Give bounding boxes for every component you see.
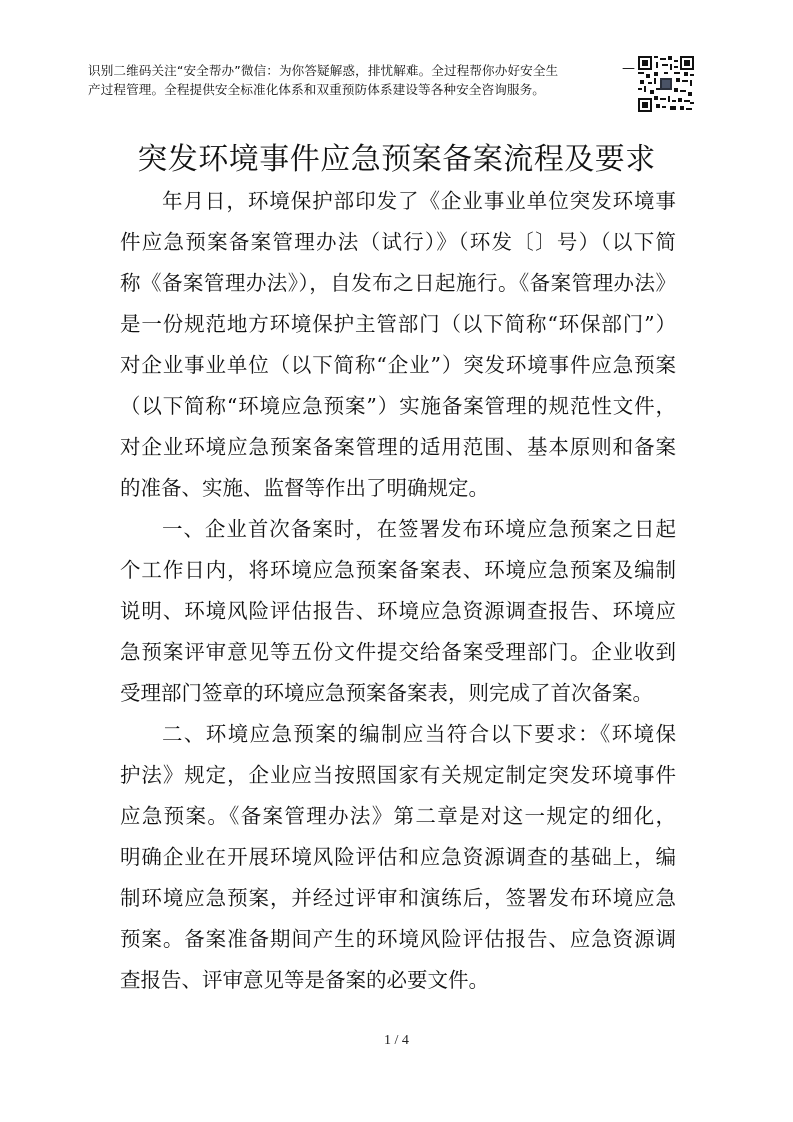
paragraph-intro bbox=[120, 181, 676, 509]
header-dash: — bbox=[622, 61, 635, 76]
paragraph-section-1 bbox=[120, 509, 676, 714]
text-line: 个工作日内，将环境应急预案备案表、环境应急预案及编制 bbox=[120, 558, 676, 582]
text-line: 的准备、实施、监督等作出了明确规定。 bbox=[120, 476, 489, 500]
header-notice-line: 产过程管理。全程提供安全标准化体系和双重预防体系建设等各种安全咨询服务。 bbox=[88, 82, 545, 97]
text-line: 年月日，环境保护部印发了《企业事业单位突发环境事 bbox=[162, 189, 676, 213]
text-line: 对企业环境应急预案备案管理的适用范围、基本原则和备案 bbox=[120, 435, 676, 459]
document-title: 突发环境事件应急预案备案流程及要求 bbox=[137, 142, 656, 177]
text-line: 称《备案管理办法》），自发布之日起施行。《备案管理办法》 bbox=[120, 271, 676, 295]
text-line: 一、企业首次备案时，在签署发布环境应急预案之日起 bbox=[162, 517, 676, 541]
text-line: 是一份规范地方环境保护主管部门（以下简称“环保部门”） bbox=[120, 312, 676, 336]
document-body bbox=[120, 181, 676, 1001]
text-line: 护法》规定，企业应当按照国家有关规定制定突发环境事件 bbox=[120, 763, 676, 787]
text-line: 制环境应急预案，并经过评审和演练后，签署发布环境应急 bbox=[120, 886, 676, 910]
text-line: 查报告、评审意见等是备案的必要文件。 bbox=[120, 968, 489, 992]
text-line: 件应急预案备案管理办法（试行）》（环发〔〕号）（以下简 bbox=[120, 230, 676, 254]
header-notice-line: 识别二维码关注“安全帮办”微信：为你答疑解惑，排忧解难。全过程帮你办好安全生 bbox=[88, 63, 559, 78]
header-notice bbox=[88, 61, 633, 99]
text-line: 明确企业在开展环境风险评估和应急资源调查的基础上，编 bbox=[120, 845, 676, 869]
text-line: （以下简称“环境应急预案”）实施备案管理的规范性文件， bbox=[120, 394, 676, 418]
text-line: 二、环境应急预案的编制应当符合以下要求：《环境保 bbox=[162, 722, 676, 746]
text-line: 对企业事业单位（以下简称“企业”）突发环境事件应急预案 bbox=[120, 353, 676, 377]
text-line: 应急预案。《备案管理办法》第二章是对这一规定的细化， bbox=[120, 804, 676, 828]
text-line: 说明、环境风险评估报告、环境应急资源调查报告、环境应 bbox=[120, 599, 676, 623]
paragraph-section-2 bbox=[120, 714, 676, 1001]
page-indicator: 1 / 4 bbox=[384, 1033, 409, 1048]
text-line: 急预案评审意见等五份文件提交给备案受理部门。企业收到 bbox=[120, 640, 676, 664]
text-line: 预案。备案准备期间产生的环境风险评估报告、应急资源调 bbox=[120, 927, 676, 951]
text-line: 受理部门签章的环境应急预案备案表，则完成了首次备案。 bbox=[120, 681, 653, 705]
qr-code-icon bbox=[638, 56, 694, 112]
